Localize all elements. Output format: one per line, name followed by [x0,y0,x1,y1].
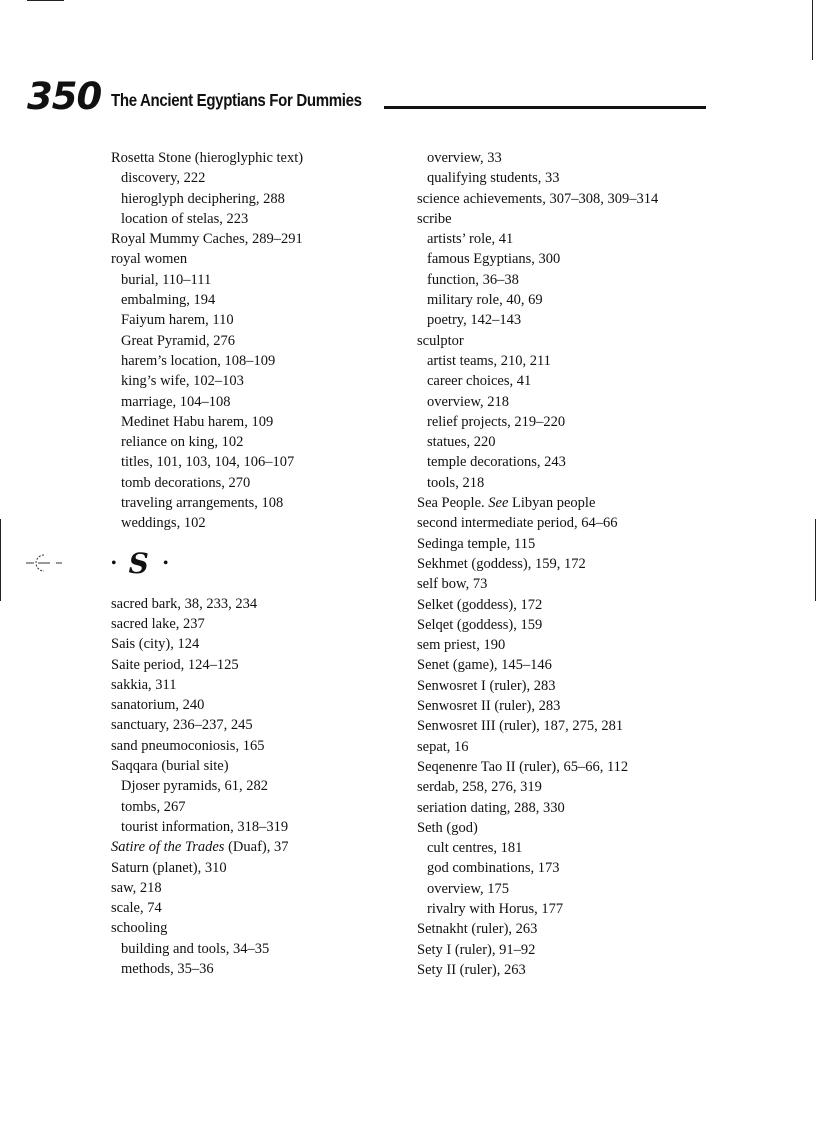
index-entry: Sety II (ruler), 263 [417,961,526,978]
entry-italic-text: Satire of the Trades [111,839,225,856]
index-subentry: traveling arrangements, 108 [121,495,284,512]
index-subentry: Medinet Habu harem, 109 [121,413,274,430]
index-subentry: function, 36–38 [427,271,519,288]
index-entry: sacred lake, 237 [111,615,205,632]
index-subentry: weddings, 102 [121,515,206,532]
index-subentry: qualifying students, 33 [427,170,560,187]
index-subentry: king’s wife, 102–103 [121,373,244,390]
index-entry: seriation dating, 288, 330 [417,799,565,816]
section-letter-heading [111,534,401,594]
index-entry: Sekhmet (goddess), 159, 172 [417,555,586,572]
index-entry: second intermediate period, 64–66 [417,515,618,532]
index-entry: Senet (game), 145–146 [417,657,552,674]
index-subentry: god combinations, 173 [427,860,560,877]
index-entry: Rosetta Stone (hieroglyphic text) [111,150,304,166]
index-entry: Selqet (goddess), 159 [417,616,543,633]
index-subentry: building and tools, 34–35 [121,940,270,957]
index-subentry: Djoser pyramids, 61, 282 [121,778,268,795]
index-subentry: relief projects, 219–220 [427,413,566,430]
index-subentry: military role, 40, 69 [427,292,543,309]
page-number: 350 [27,75,102,118]
index-subentry: Great Pyramid, 276 [121,332,235,349]
header-rule [384,106,706,109]
index-list-left-top [111,148,401,534]
entry-text-after: Libyan people [508,495,596,512]
index-subentry: location of stelas, 223 [121,210,249,227]
index-subentry: harem’s location, 108–109 [121,352,276,369]
index-subentry: methods, 35–36 [121,960,214,977]
index-subentry: overview, 175 [427,880,510,897]
index-subentry: embalming, 194 [121,292,216,309]
index-entry: science achievements, 307–308, 309–314 [417,190,659,207]
index-subentry: career choices, 41 [427,373,532,390]
index-list-right [417,148,717,980]
index-subentry: artist teams, 210, 211 [427,352,551,369]
index-entry: sanctuary, 236–237, 245 [111,717,253,734]
index-entry: Sety I (ruler), 91–92 [417,941,536,958]
index-subentry: hieroglyph deciphering, 288 [121,190,285,207]
index-column-left [111,148,401,979]
index-entry: Saite period, 124–125 [111,656,239,673]
index-column-right [417,148,717,980]
index-subentry: burial, 110–111 [121,271,212,288]
index-subentry: reliance on king, 102 [121,434,244,451]
index-subentry: overview, 33 [427,150,502,166]
index-entry: saw, 218 [111,879,162,896]
index-entry: serdab, 258, 276, 319 [417,779,542,796]
index-entry [111,837,401,857]
index-entry: sem priest, 190 [417,637,506,654]
index-subentry: temple decorations, 243 [427,454,566,471]
index-entry: sanatorium, 240 [111,697,205,714]
index-subentry: famous Egyptians, 300 [427,251,561,268]
index-entry: sand pneumoconiosis, 165 [111,737,265,754]
index-subentry: tourist information, 318–319 [121,818,289,835]
section-letter: S [128,546,149,580]
index-subentry: tools, 218 [427,474,485,491]
index-entry: Senwosret III (ruler), 187, 275, 281 [417,718,624,735]
index-entry: scale, 74 [111,900,162,917]
index-entry: sacred bark, 38, 233, 234 [111,595,258,612]
entry-text: (Duaf), 37 [224,839,289,856]
index-entry: Royal Mummy Caches, 289–291 [111,231,303,248]
index-entry: Selket (goddess), 172 [417,596,543,613]
index-subentry: rivalry with Horus, 177 [427,900,564,917]
index-entry [417,493,717,513]
index-subentry: tombs, 267 [121,798,186,815]
index-entry: self bow, 73 [417,576,488,593]
index-entry: schooling [111,920,168,937]
index-subentry: cult centres, 181 [427,840,523,857]
index-entry: Seqenenre Tao II (ruler), 65–66, 112 [417,758,629,775]
bullet-left: • [111,554,117,572]
index-entry: Setnakht (ruler), 263 [417,921,538,938]
index-entry: scribe [417,210,452,227]
index-entry: Senwosret II (ruler), 283 [417,698,561,715]
index-list-left-bottom [111,594,401,980]
running-title: The Ancient Egyptians For Dummies [111,90,362,110]
registration-mark-icon [26,551,66,575]
index-entry: Seth (god) [417,819,478,836]
index-entry: Saqqara (burial site) [111,758,229,775]
index-entry: Sais (city), 124 [111,636,200,653]
index-subentry: statues, 220 [427,434,496,451]
crop-mark-top [27,0,64,1]
index-entry: Saturn (planet), 310 [111,859,227,876]
index-entry: sculptor [417,332,464,349]
index-entry: Sedinga temple, 115 [417,535,536,552]
index-subentry: marriage, 104–108 [121,393,231,410]
index-subentry: overview, 218 [427,393,510,410]
index-subentry: Faiyum harem, 110 [121,312,234,329]
index-subentry: discovery, 222 [121,170,206,187]
index-entry: Senwosret I (ruler), 283 [417,677,556,694]
crop-mark-right [812,0,813,60]
index-entry: royal women [111,251,188,268]
bullet-right: • [162,554,169,572]
index-subentry: poetry, 142–143 [427,312,522,329]
index-entry: sakkia, 311 [111,676,177,693]
entry-text: Sea People. [417,495,489,512]
page-edge-mark-left [0,519,1,601]
index-subentry: artists’ role, 41 [427,231,514,248]
index-subentry: titles, 101, 103, 104, 106–107 [121,454,295,471]
index-entry: sepat, 16 [417,738,469,755]
index-subentry: tomb decorations, 270 [121,474,251,491]
entry-italic-text: See [488,495,509,512]
